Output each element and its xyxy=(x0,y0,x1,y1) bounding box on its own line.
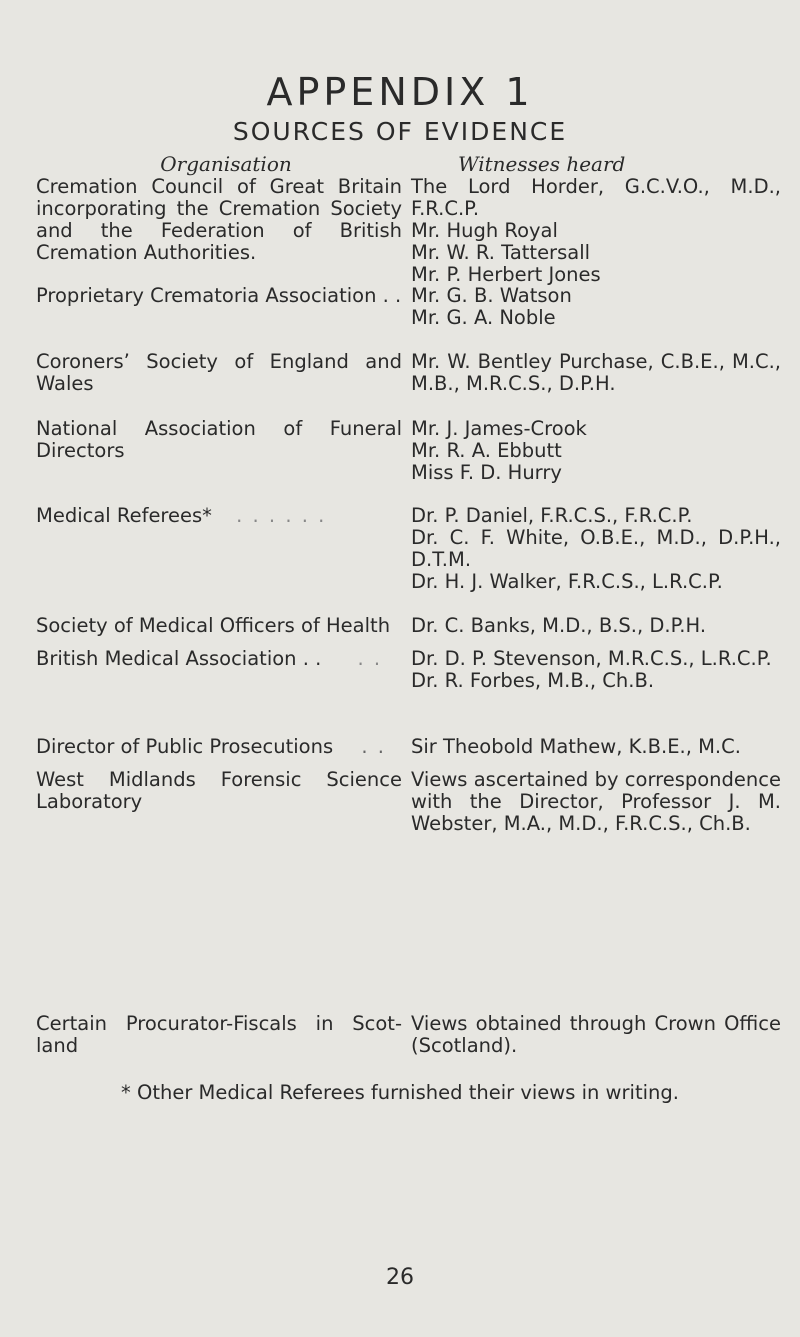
witness-name: Dr. R. Forbes, M.B., Ch.B. xyxy=(411,669,655,692)
witness-list xyxy=(411,176,781,286)
organisation-entry xyxy=(36,351,402,395)
organisation-name: National Association of Funeral Directors xyxy=(36,417,402,462)
organisation-name: Proprietary Crematoria Association . . xyxy=(36,284,402,307)
organisation-entry xyxy=(36,769,402,813)
organisation-entry xyxy=(36,648,402,670)
organisation-entry xyxy=(36,176,402,264)
organisation-name: West Midlands Forensic Science Laboratory xyxy=(36,768,402,813)
witness-list xyxy=(411,615,781,637)
witness-name: The Lord Horder, G.C.V.O., M.D., F.R.C.P. xyxy=(411,175,781,220)
witness-list xyxy=(411,418,781,484)
witness-name: Mr. Hugh Royal xyxy=(411,219,558,242)
leader-dots: . . . . . . xyxy=(236,504,327,527)
page-number: 26 xyxy=(386,1265,414,1290)
organisation-name: British Medical Association . . xyxy=(36,647,322,670)
organisation-name: Society of Medical Officers of Health xyxy=(36,614,391,637)
witness-list xyxy=(411,505,781,593)
witness-name: Dr. C. Banks, M.D., B.S., D.P.H. xyxy=(411,614,707,637)
witness-name: Miss F. D. Hurry xyxy=(411,461,562,484)
organisation-entry xyxy=(36,736,402,758)
organisation-name: Director of Public Prosecutions xyxy=(36,735,334,758)
witness-note: Views ascertained by correspondence with the Director, Professor J. M. Webster, M.A., M.D., F.R.C.S., Ch.B. xyxy=(411,768,781,835)
organisation-name: Cremation Council of Great Britain incorporating the Cremation Society and the Federation of British Cremation Authorities. xyxy=(36,175,402,264)
organisation-entry xyxy=(36,418,402,462)
witness-list xyxy=(411,285,781,329)
witness-name: Mr. G. A. Noble xyxy=(411,306,556,329)
appendix-subtitle: SOURCES OF EVIDENCE xyxy=(232,117,568,146)
leader-dots: . . xyxy=(357,647,383,670)
witness-name: Mr. W. R. Tattersall xyxy=(411,241,591,264)
witnesses-column-header: Witnesses heard xyxy=(458,152,626,176)
witness-name: Dr. H. J. Walker, F.R.C.S., L.R.C.P. xyxy=(411,570,723,593)
witness-name: Mr. R. A. Ebbutt xyxy=(411,439,562,462)
witness-name: Mr. G. B. Watson xyxy=(411,284,572,307)
witness-list xyxy=(411,736,781,758)
witness-name: Mr. W. Bentley Purchase, C.B.E., M.C., M.B., M.R.C.S., D.P.H. xyxy=(411,350,781,395)
appendix-title: APPENDIX 1 xyxy=(266,70,534,114)
organisation-name: Medical Referees* xyxy=(36,504,212,527)
witness-name: Sir Theobold Mathew, K.B.E., M.C. xyxy=(411,735,741,758)
witness-list xyxy=(411,648,781,692)
witness-name: Dr. D. P. Stevenson, M.R.C.S., L.R.C.P. xyxy=(411,647,772,670)
leader-dots: . . xyxy=(361,735,386,758)
witness-list xyxy=(411,769,781,835)
footnote: * Other Medical Referees furnished their views in writing. xyxy=(121,1081,679,1104)
witness-name: Dr. P. Daniel, F.R.C.S., F.R.C.P. xyxy=(411,504,693,527)
organisation-name: Coroners’ Society of England and Wales xyxy=(36,350,402,395)
organisation-entry xyxy=(36,1013,402,1057)
witness-name: Dr. C. F. White, O.B.E., M.D., D.P.H., D.T.M. xyxy=(411,526,781,571)
organisation-name: Certain Procurator-Fiscals in Scot- land xyxy=(36,1012,402,1057)
witness-note: Views obtained through Crown Office (Scotland). xyxy=(411,1012,781,1057)
organisation-entry xyxy=(36,615,402,637)
witness-list xyxy=(411,351,781,395)
witness-name: Mr. P. Herbert Jones xyxy=(411,263,601,286)
organisation-column-header: Organisation xyxy=(160,152,292,176)
witness-list xyxy=(411,1013,781,1057)
witness-name: Mr. J. James-Crook xyxy=(411,417,587,440)
organisation-entry xyxy=(36,505,402,527)
organisation-entry xyxy=(36,285,402,307)
